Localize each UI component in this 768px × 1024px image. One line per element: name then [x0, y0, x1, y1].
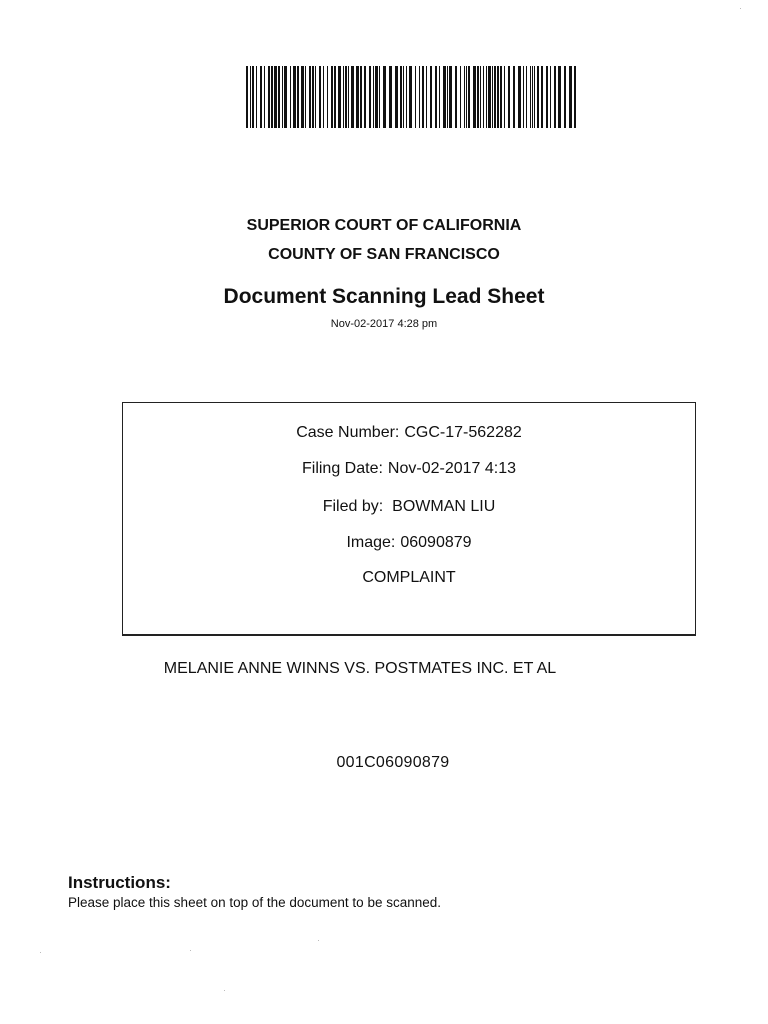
scan-speck [224, 990, 225, 991]
barcode-bar [466, 66, 467, 128]
barcode-bar [331, 66, 333, 128]
barcode-bar [513, 66, 515, 128]
barcode-bar [256, 66, 257, 128]
barcode-bar [464, 66, 465, 128]
barcode-bar [468, 66, 470, 128]
filing-date-row [123, 460, 695, 478]
barcode-bar [375, 66, 378, 128]
barcode-bar [422, 66, 424, 128]
barcode-bar [383, 66, 386, 128]
case-number-value: CGC-17-562282 [404, 424, 522, 441]
barcode-bar [492, 66, 493, 128]
barcode-bar [508, 66, 510, 128]
barcode-bar [290, 66, 291, 128]
barcode-bar [312, 66, 314, 128]
barcode-bar [250, 66, 251, 128]
barcode-bar [264, 66, 265, 128]
barcode-bar [323, 66, 324, 128]
barcode-bar [574, 66, 576, 128]
barcode-bar [373, 66, 374, 128]
barcode-bar [403, 66, 404, 128]
barcode-bar [252, 66, 254, 128]
filing-date-label: Filing Date: [301, 460, 383, 477]
page-title: Document Scanning Lead Sheet [223, 285, 545, 308]
barcode-bar [309, 66, 311, 128]
barcode-bar [360, 66, 362, 128]
case-info-box [122, 402, 696, 636]
barcode-bar [389, 66, 392, 128]
barcode-bar [497, 66, 499, 128]
barcode-bar [550, 66, 551, 128]
barcode-bar [435, 66, 437, 128]
barcode-bar [343, 66, 344, 128]
barcode-bar [334, 66, 336, 128]
barcode-bar [426, 66, 427, 128]
image-label: Image: [346, 534, 396, 551]
image-number-value: 06090879 [400, 534, 472, 551]
barcode-bar [297, 66, 299, 128]
barcode-bar [473, 66, 476, 128]
barcode-bar [488, 66, 491, 128]
barcode-bar [400, 66, 402, 128]
barcode-bar [395, 66, 398, 128]
filed-by-value: BOWMAN LIU [392, 498, 496, 515]
barcode-bar [439, 66, 440, 128]
barcode-bar [541, 66, 543, 128]
barcode-bar [364, 66, 366, 128]
barcode-bar [532, 66, 533, 128]
barcode-bar [369, 66, 371, 128]
case-number-row [123, 424, 695, 442]
barcode-bar [455, 66, 457, 128]
barcode-bar [271, 66, 273, 128]
barcode-bar [351, 66, 354, 128]
case-number-label: Case Number: [296, 424, 400, 441]
filed-by-row [123, 498, 695, 516]
scan-speck [318, 940, 319, 941]
document-type: COMPLAINT [362, 569, 456, 586]
barcode-bar [530, 66, 531, 128]
barcode-bar [305, 66, 306, 128]
barcode-bar [480, 66, 481, 128]
barcode-bar [564, 66, 566, 128]
image-row [123, 534, 695, 552]
barcode-bar [338, 66, 341, 128]
barcode-bar [447, 66, 448, 128]
barcode-bar [409, 66, 412, 128]
barcode-bar [494, 66, 496, 128]
barcode-bar [315, 66, 316, 128]
barcode [246, 66, 576, 128]
barcode-bar [523, 66, 524, 128]
filing-date-value: Nov-02-2017 4:13 [387, 460, 516, 477]
barcode-bar [379, 66, 380, 128]
barcode-bar [443, 66, 446, 128]
barcode-bar [546, 66, 548, 128]
barcode-bar [282, 66, 283, 128]
barcode-bar [268, 66, 270, 128]
scan-speck [740, 8, 741, 9]
barcode-bar [430, 66, 432, 128]
filed-by-label: Filed by: [322, 498, 384, 515]
barcode-bar [569, 66, 572, 128]
barcode-bar [415, 66, 416, 128]
barcode-bar [301, 66, 304, 128]
case-caption: MELANIE ANNE WINNS VS. POSTMATES INC. ET AL [163, 660, 557, 677]
barcode-bar [500, 66, 502, 128]
barcode-bar [260, 66, 262, 128]
barcode-bar [460, 66, 461, 128]
court-name: SUPERIOR COURT OF CALIFORNIA [246, 217, 522, 234]
barcode-bar [327, 66, 328, 128]
barcode-bar [419, 66, 420, 128]
barcode-bar [526, 66, 527, 128]
barcode-bar [356, 66, 359, 128]
barcode-bar [284, 66, 287, 128]
barcode-bar [504, 66, 505, 128]
scan-speck [40, 952, 41, 953]
instructions-text: Please place this sheet on top of the document to be scanned. [68, 895, 442, 910]
county-name: COUNTY OF SAN FRANCISCO [268, 246, 500, 263]
barcode-bar [274, 66, 277, 128]
print-timestamp: Nov-02-2017 4:28 pm [330, 318, 438, 330]
barcode-bar [345, 66, 347, 128]
barcode-bar [558, 66, 561, 128]
barcode-bar [537, 66, 539, 128]
barcode-bar [477, 66, 479, 128]
barcode-bar [554, 66, 556, 128]
barcode-bar [406, 66, 407, 128]
barcode-bar [348, 66, 349, 128]
scan-speck [190, 950, 191, 951]
barcode-graphic [246, 66, 576, 128]
barcode-bar [449, 66, 452, 128]
barcode-bar [534, 66, 535, 128]
barcode-bar [483, 66, 484, 128]
barcode-bar [319, 66, 321, 128]
barcode-bar [246, 66, 248, 128]
barcode-bar [486, 66, 487, 128]
barcode-bar [278, 66, 280, 128]
barcode-bar [518, 66, 521, 128]
barcode-bar [293, 66, 296, 128]
instructions-heading: Instructions: [68, 873, 171, 892]
document-id: 001C06090879 [336, 754, 450, 771]
